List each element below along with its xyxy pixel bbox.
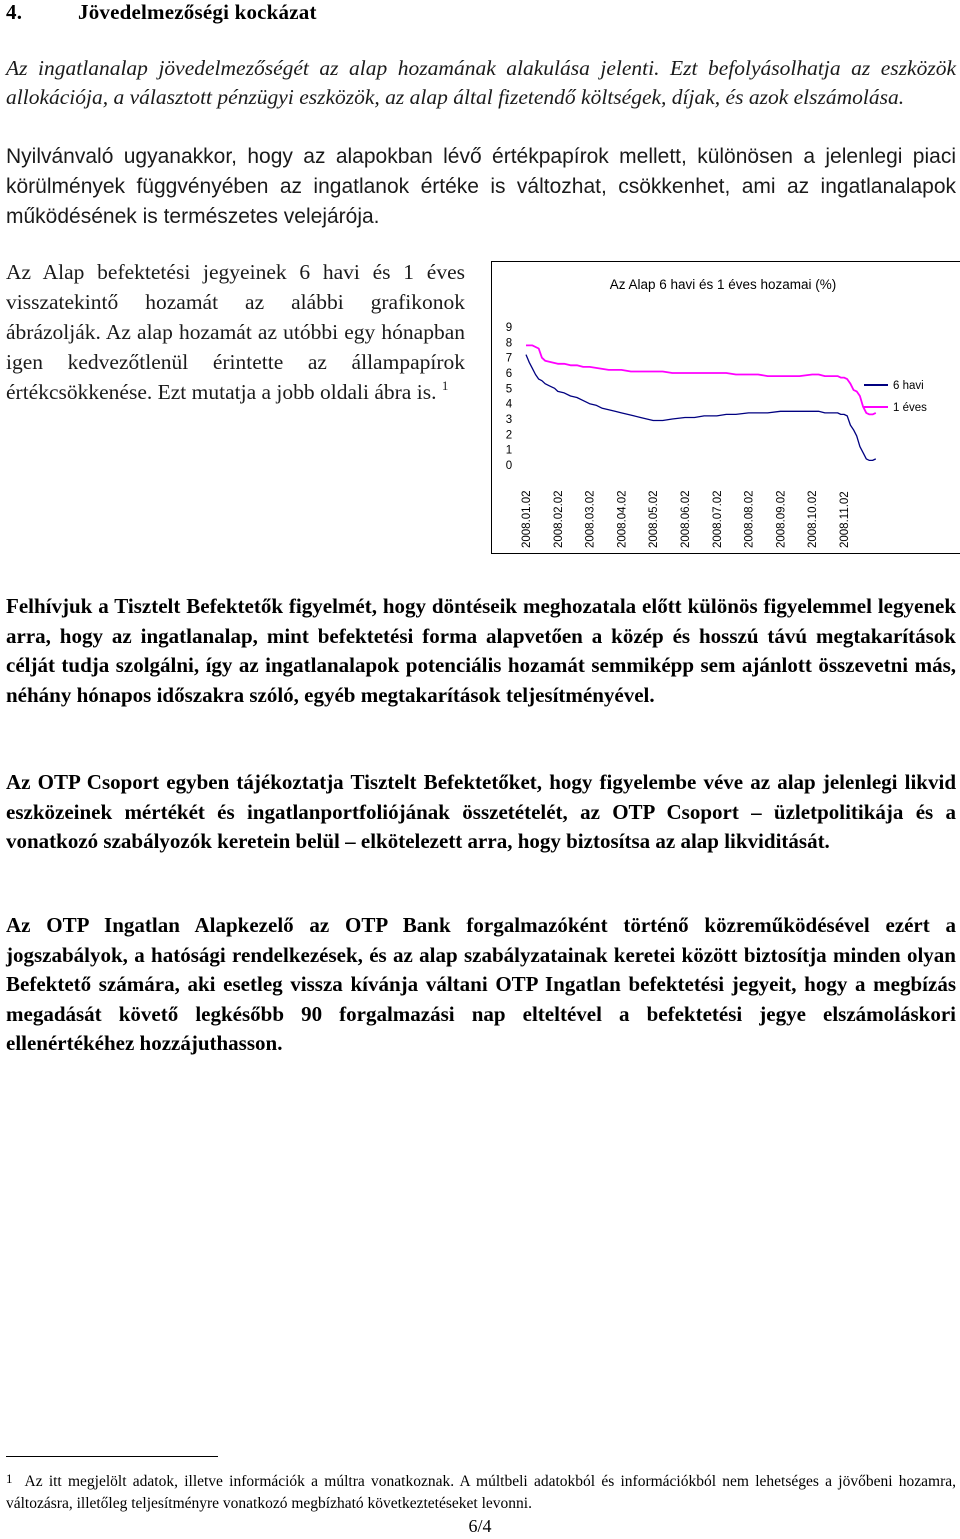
- otp-group-info-paragraph: Az OTP Csoport egyben tájékoztatja Tisztelt Befektetőket, hogy figyelembe véve az alap jelenlegi likvid eszközeinek mértékét és ingatlanportfoliójának összetételét, az OTP Csoport – üzletpolitikája és a vonatkozó szabályozók keretein belül – elkötelezett arra, hogy biztosítsa az alap likviditását.: [6, 770, 956, 853]
- y-tick-label: 0: [505, 460, 513, 472]
- chart-canvas: [492, 262, 960, 555]
- footnote-mark: 1: [6, 1471, 13, 1486]
- intro-italic-paragraph: Az ingatlanalap jövedelmezőségét az alap hozamának alakulása jelenti. Ezt befolyásolhatja az eszközök allokációja, a választott pénzügyi eszközök, az alap által fizetendő költségek, díjak, és azok elszámolása.: [6, 56, 956, 109]
- page-number: 6/4: [468, 1516, 492, 1536]
- footnote-divider: [6, 1456, 218, 1457]
- x-tick-label: 2008.09.02: [775, 490, 788, 548]
- x-tick-label: 2008.07.02: [711, 490, 724, 548]
- intro-paragraph: Nyilvánvaló ugyanakkor, hogy az alapokban lévő értékpapírok mellett, különösen a jelenlegi piaci körülmények függvényében az ingatlanok értéke is változhat, csökkenhet, ami az ingatlanalapok működésének is természetes velejárója.: [6, 145, 956, 228]
- x-tick-label: 2008.01.02: [521, 490, 533, 548]
- x-tick-label: 2008.08.02: [743, 490, 756, 548]
- y-tick-label: 1: [505, 444, 513, 457]
- x-tick-label: 2008.10.02: [807, 490, 820, 548]
- investor-warning-paragraph: Felhívjuk a Tisztelt Befektetők figyelmét, hogy döntéseik meghozatala előtt különös figyelemmel legyenek arra, hogy az ingatlanalap, mint befektetési forma alapvetően a közép és hosszú távú megtakarítások célját tudja szolgálni, így az ingatlanalapok potenciális hozamát semmiképp sem ajánlott összevetni más, néhány hónapos időszakra szóló, egyéb megtakarítások teljesítményével.: [6, 594, 956, 707]
- y-tick-label: 6: [505, 368, 513, 380]
- legend-label: 1 éves: [893, 402, 927, 414]
- series-line-2: [526, 345, 876, 414]
- section-heading: [6, 0, 317, 25]
- x-tick-label: 2008.02.02: [552, 490, 565, 548]
- y-tick-label: 8: [505, 337, 513, 350]
- x-tick-label: 2008.03.02: [584, 490, 597, 548]
- returns-chart: [491, 261, 960, 554]
- series-line-1: [526, 355, 876, 461]
- y-tick-label: 4: [505, 398, 513, 411]
- y-tick-label: 7: [505, 352, 513, 365]
- legend-label: 6 havi: [893, 380, 924, 392]
- chart-intro-text: Az Alap befektetési jegyeinek 6 havi és 1 éves visszatekintő hozamát az alábbi grafikonok ábrázolják. Az alap hozamát az utóbbi egy hónapban igen kedvezőtlenül érintette az állampapírok értékcsökkenése. Ezt mutatja a jobb oldali ábra is.: [6, 260, 465, 404]
- x-tick-label: 2008.11.02: [839, 491, 851, 548]
- y-tick-label: 5: [505, 383, 513, 396]
- chart-intro-paragraph: [6, 257, 465, 407]
- y-tick-label: 9: [505, 322, 513, 334]
- x-tick-label: 2008.04.02: [616, 490, 629, 548]
- x-tick-label: 2008.05.02: [648, 490, 661, 548]
- footnote-reference: 1: [441, 378, 449, 393]
- redemption-info-paragraph: Az OTP Ingatlan Alapkezelő az OTP Bank forgalmazóként történő közreműködésével ezért a jogszabályok, a hatósági rendelkezések, és az alap szabályzatainak keretei között biztosítja minden olyan Befektető számára, aki esetleg vissza kívánja váltani OTP Ingatlan befektetési jegyeit, hogy a megbízás megadását követő legkésőbb 90 forgalmazási nap elteltével a befektetési jegye elszámoláskori ellenértékéhez hozzájuthasson.: [6, 913, 956, 1055]
- section-title: Jövedelmezőségi kockázat: [78, 0, 317, 24]
- section-number: 4.: [6, 0, 23, 24]
- y-tick-label: 2: [505, 429, 513, 442]
- chart-title: Az Alap 6 havi és 1 éves hozamai (%): [609, 277, 837, 292]
- footnote: [6, 1468, 956, 1515]
- y-tick-label: 3: [505, 414, 513, 426]
- x-tick-label: 2008.06.02: [680, 490, 692, 548]
- footnote-text: Az itt megjelölt adatok, illetve információk a múltra vonatkoznak. A múltbeli adatokból és információkból nem lehetséges a jövőbeni hozamra, változásra, illetőleg teljesítményre vonatkozó megbízható következtetéseket levonni.: [6, 1473, 956, 1512]
